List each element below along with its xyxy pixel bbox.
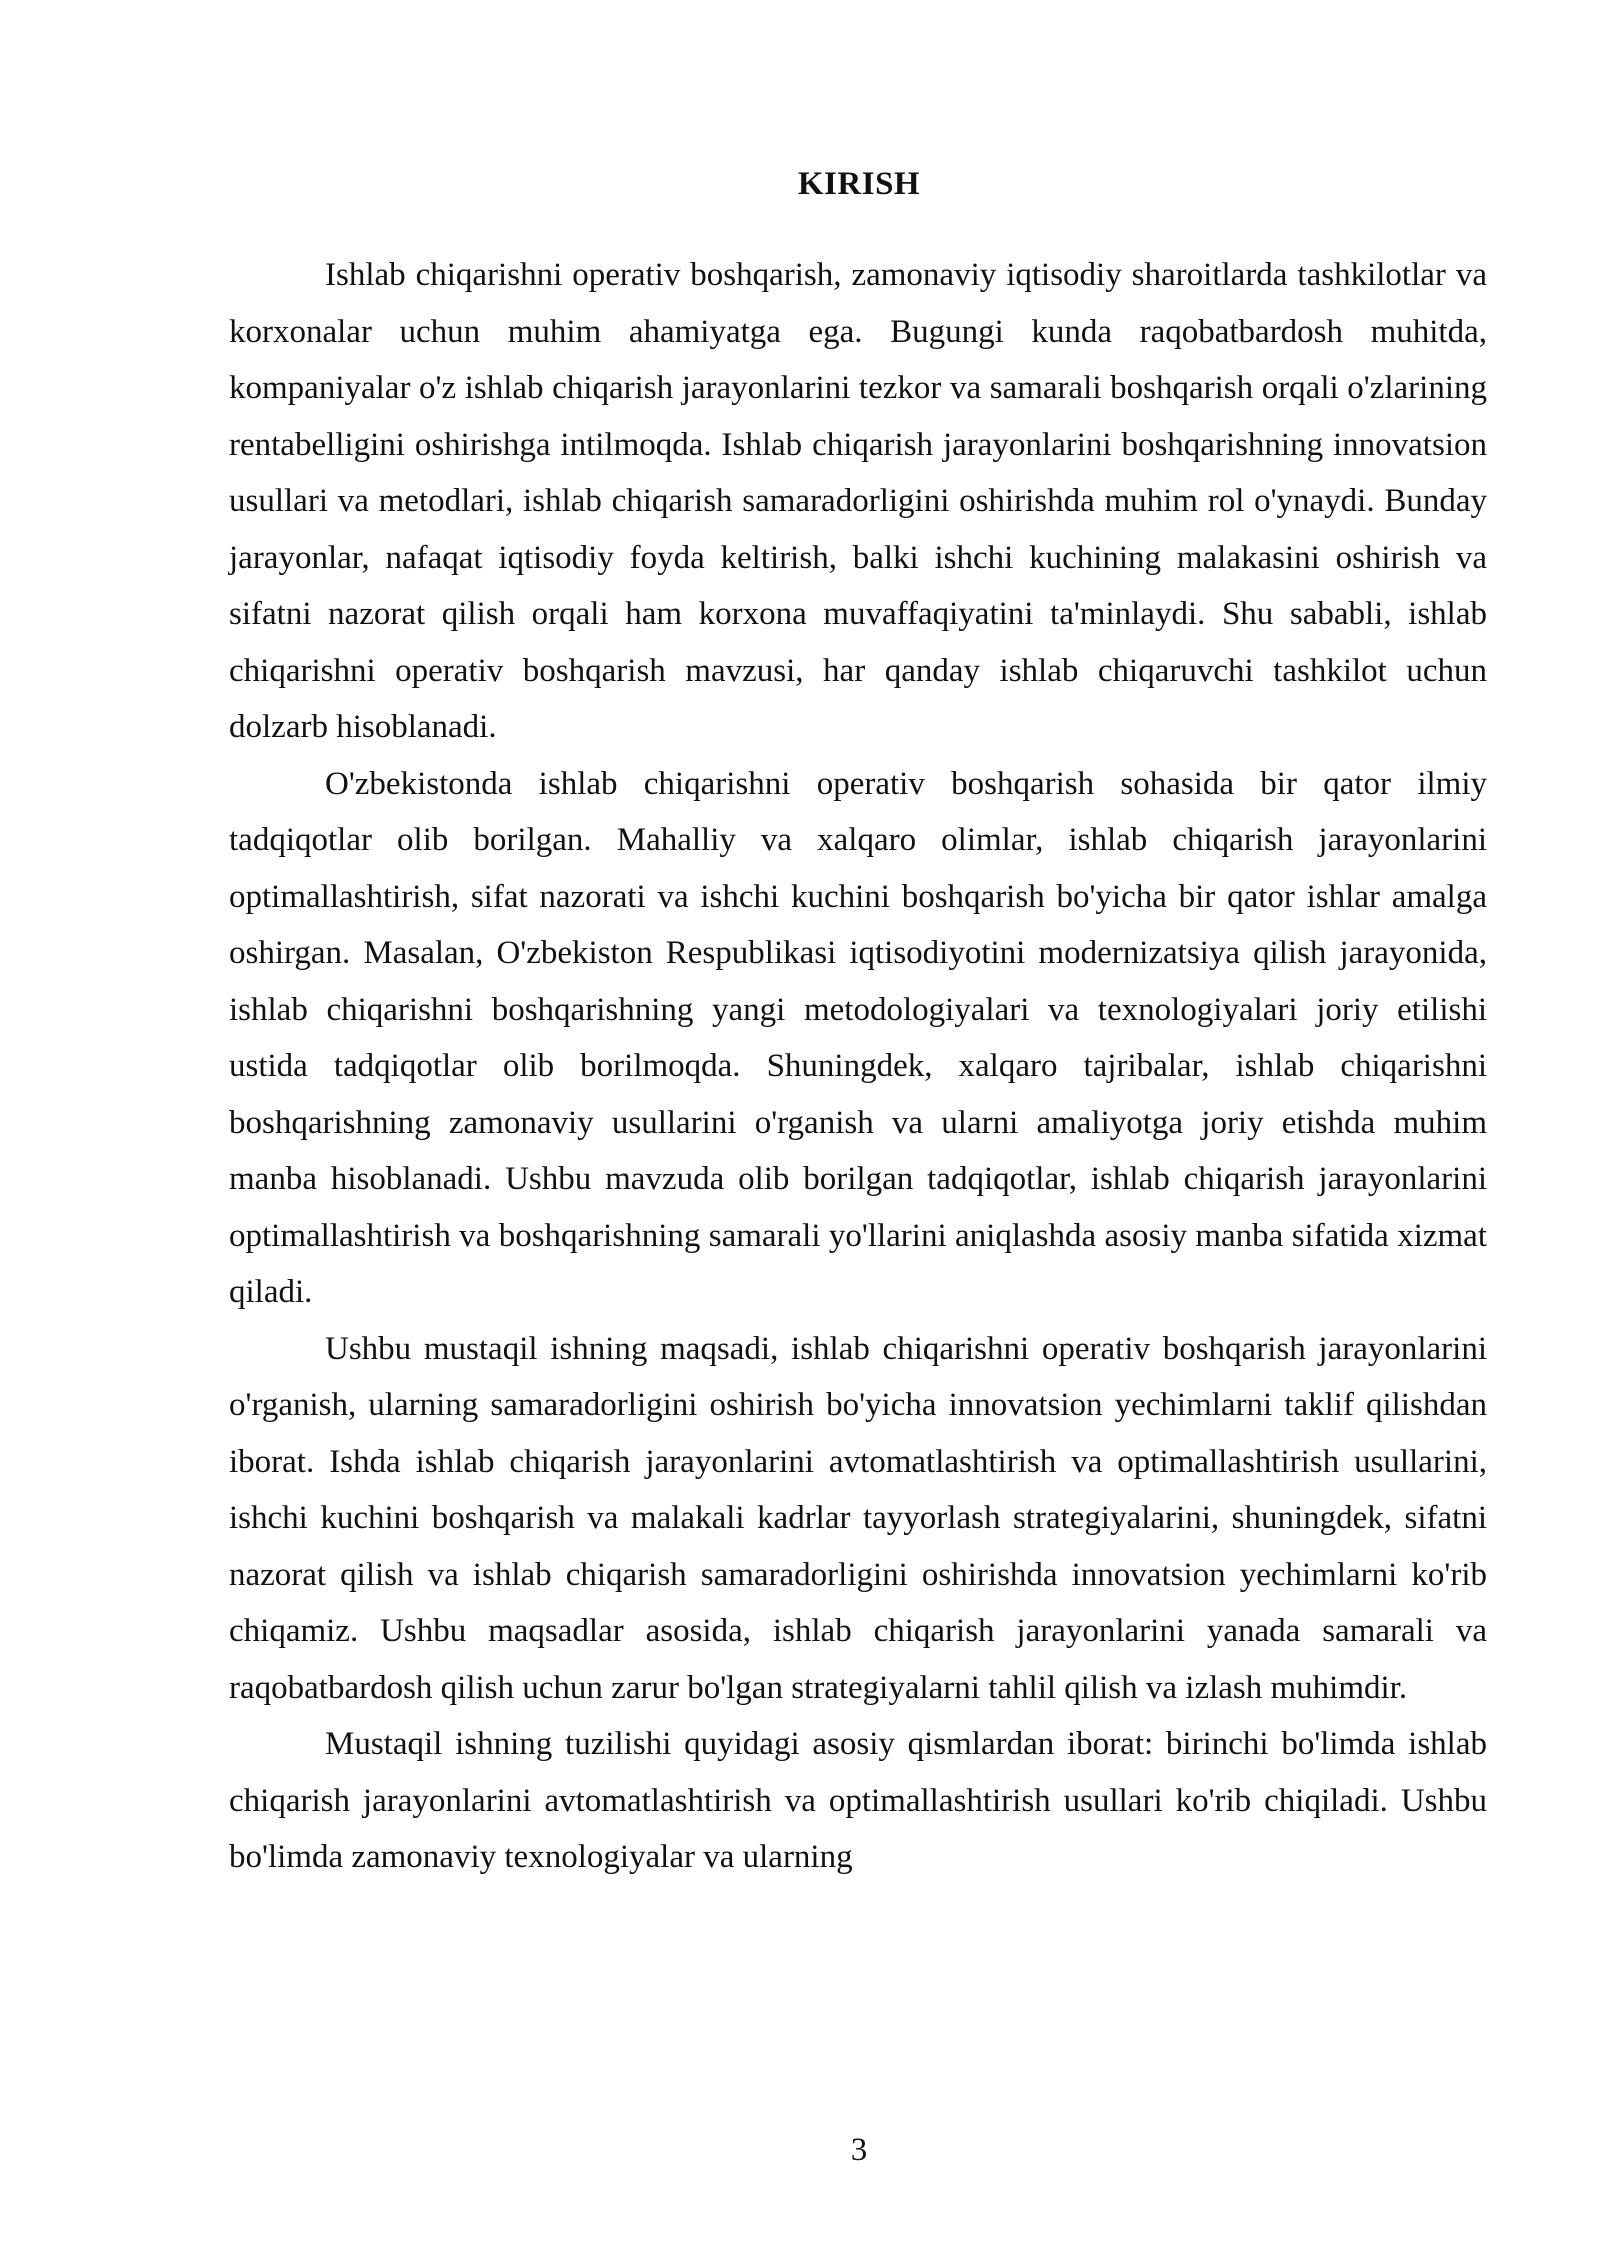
paragraph-3: Ushbu mustaqil ishning maqsadi, ishlab chiqarishni operativ boshqarish jarayonlarini o'rganish, ularning samaradorligini oshirish bo'yicha innovatsion yechimlarni taklif qilishdan iborat. Ishda ishlab chiqarish jarayonlarini avtomatlashtirish va optimallashtirish usullarini, ishchi kuchini boshqarish va malakali kadrlar tayyorlash strategiyalarini, shuningdek, sifatni nazorat qilish va ishlab chiqarish samaradorligini oshirishda innovatsion yechimlarni ko'rib chiqamiz. Ushbu maqsadlar asosida, ishlab chiqarish jarayonlarini yanada samarali va raqobatbardosh qilish uchun zarur bo'lgan strategiyalarni tahlil qilish va izlash muhimdir. (229, 1330, 1487, 1706)
page-title: KIRISH (797, 166, 921, 202)
paragraph-4: Mustaqil ishning tuzilishi quyidagi asosiy qismlardan iborat: birinchi bo'limda ishlab chiqarish jarayonlarini avtomatlashtirish va optimallashtirish usullari ko'rib chiqiladi. Ushbu bo'limda zamonaviy texnologiyalar va ularning (229, 1726, 1487, 1875)
paragraph-1: Ishlab chiqarishni operativ boshqarish, zamonaviy iqtisodiy sharoitlarda tashkilotlar va korxonalar uchun muhim ahamiyatga ega. Bugungi kunda raqobatbardosh muhitda, kompaniyalar o'z ishlab chiqarish jarayonlarini tezkor va samarali boshqarish orqali o'zlarining rentabelligini oshirishga intilmoqda. Ishlab chiqarish jarayonlarini boshqarishning innovatsion usullari va metodlari, ishlab chiqarish samaradorligini oshirishda muhim rol o'ynaydi. Bunday jarayonlar, nafaqat iqtisodiy foyda keltirish, balki ishchi kuchining malakasini oshirish va sifatni nazorat qilish orqali ham korxona muvaffaqiyatini ta'minlaydi. Shu sababli, ishlab chiqarishni operativ boshqarish mavzusi, har qanday ishlab chiqaruvchi tashkilot uchun dolzarb hisoblanadi. (229, 257, 1487, 745)
body-text (229, 247, 1487, 1886)
page-number: 3 (850, 2132, 868, 2168)
paragraph-2: O'zbekistonda ishlab chiqarishni operativ boshqarish sohasida bir qator ilmiy tadqiqotlar olib borilgan. Mahalliy va xalqaro olimlar, ishlab chiqarish jarayonlarini optimallashtirish, sifat nazorati va ishchi kuchini boshqarish bo'yicha bir qator ishlar amalga oshirgan. Masalan, O'zbekiston Respublikasi iqtisodiyotini modernizatsiya qilish jarayonida, ishlab chiqarishni boshqarishning yangi metodologiyalari va texnologiyalari joriy etilishi ustida tadqiqotlar olib borilmoqda. Shuningdek, xalqaro tajribalar, ishlab chiqarishni boshqarishning zamonaviy usullarini o'rganish va ularni amaliyotga joriy etishda muhim manba hisoblanadi. Ushbu mavzuda olib borilgan tadqiqotlar, ishlab chiqarish jarayonlarini optimallashtirish va boshqarishning samarali yo'llarini aniqlashda asosiy manba sifatida xizmat qiladi. (229, 765, 1487, 1310)
